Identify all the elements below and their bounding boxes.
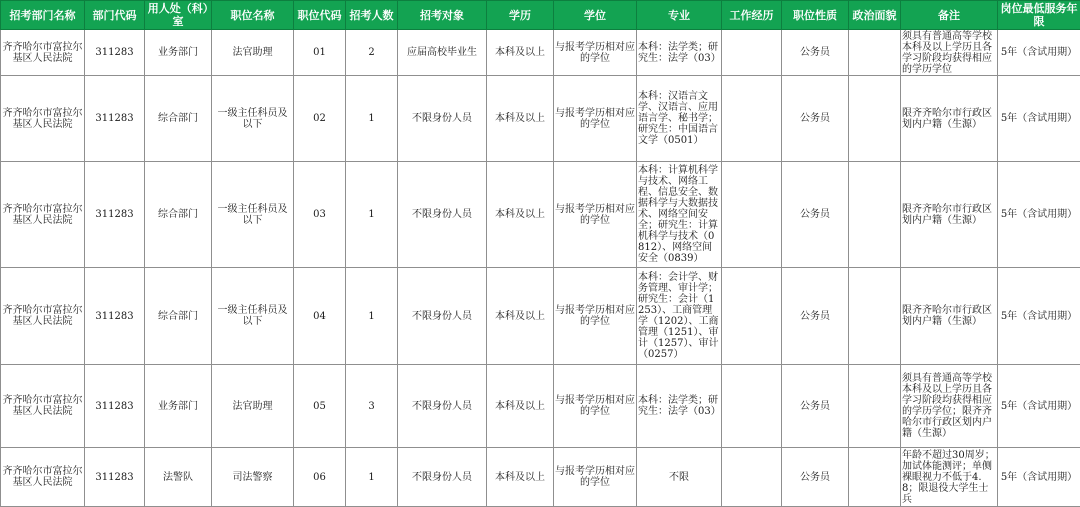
cell-position: 一级主任科员及以下 [212, 76, 294, 162]
cell-code: 311283 [85, 162, 145, 268]
cell-political [849, 30, 901, 76]
cell-dept: 齐齐哈尔市富拉尔基区人民法院 [1, 268, 85, 365]
cell-code: 311283 [85, 30, 145, 76]
header-dept: 招考部门名称 [1, 1, 85, 30]
cell-note: 限齐齐哈尔市行政区划内户籍（生源） [901, 76, 998, 162]
cell-office: 综合部门 [145, 268, 212, 365]
cell-pos-code: 05 [294, 365, 346, 448]
table-row [1, 268, 1080, 365]
cell-office: 业务部门 [145, 365, 212, 448]
header-pos-code: 职位代码 [294, 1, 346, 30]
cell-dept: 齐齐哈尔市富拉尔基区人民法院 [1, 76, 85, 162]
cell-education: 本科及以上 [487, 30, 554, 76]
cell-education: 本科及以上 [487, 268, 554, 365]
cell-target: 不限身份人员 [398, 448, 487, 507]
cell-target: 应届高校毕业生 [398, 30, 487, 76]
cell-dept: 齐齐哈尔市富拉尔基区人民法院 [1, 162, 85, 268]
cell-service: 5年（含试用期） [998, 268, 1080, 365]
cell-count: 1 [346, 162, 398, 268]
header-note: 备注 [901, 1, 998, 30]
header-major: 专业 [637, 1, 722, 30]
header-political: 政治面貌 [849, 1, 901, 30]
cell-education: 本科及以上 [487, 448, 554, 507]
cell-service: 5年（含试用期） [998, 162, 1080, 268]
cell-degree: 与报考学历相对应的学位 [554, 268, 637, 365]
cell-count: 2 [346, 30, 398, 76]
table-row [1, 162, 1080, 268]
header-nature: 职位性质 [782, 1, 849, 30]
header-count: 招考人数 [346, 1, 398, 30]
header-target: 招考对象 [398, 1, 487, 30]
cell-degree: 与报考学历相对应的学位 [554, 76, 637, 162]
cell-office: 业务部门 [145, 30, 212, 76]
cell-degree: 与报考学历相对应的学位 [554, 448, 637, 507]
cell-major: 本科：计算机科学与技术、网络工程、信息安全、数据科学与大数据技术、网络空间安全；研究生：计算机科学与技术（0812）、网络空间安全（0839） [637, 162, 722, 268]
cell-target: 不限身份人员 [398, 365, 487, 448]
cell-note: 须具有普通高等学校本科及以上学历且各学习阶段均获得相应的学历学位；限齐齐哈尔市行政区划内户籍（生源） [901, 365, 998, 448]
header-education: 学历 [487, 1, 554, 30]
cell-experience [722, 448, 782, 507]
table-row [1, 448, 1080, 507]
cell-count: 1 [346, 268, 398, 365]
cell-pos-code: 06 [294, 448, 346, 507]
cell-degree: 与报考学历相对应的学位 [554, 365, 637, 448]
cell-target: 不限身份人员 [398, 76, 487, 162]
cell-pos-code: 02 [294, 76, 346, 162]
cell-note: 须具有普通高等学校本科及以上学历且各学习阶段均获得相应的学历学位 [901, 30, 998, 76]
header-code: 部门代码 [85, 1, 145, 30]
cell-target: 不限身份人员 [398, 268, 487, 365]
cell-experience [722, 268, 782, 365]
table-row [1, 76, 1080, 162]
cell-major: 本科：法学类；研究生：法学（03） [637, 365, 722, 448]
cell-major: 不限 [637, 448, 722, 507]
cell-degree: 与报考学历相对应的学位 [554, 30, 637, 76]
cell-position: 司法警察 [212, 448, 294, 507]
cell-experience [722, 365, 782, 448]
cell-dept: 齐齐哈尔市富拉尔基区人民法院 [1, 448, 85, 507]
cell-code: 311283 [85, 448, 145, 507]
cell-code: 311283 [85, 268, 145, 365]
cell-position: 法官助理 [212, 365, 294, 448]
cell-pos-code: 01 [294, 30, 346, 76]
cell-dept: 齐齐哈尔市富拉尔基区人民法院 [1, 365, 85, 448]
cell-service: 5年（含试用期） [998, 30, 1080, 76]
cell-count: 1 [346, 448, 398, 507]
cell-major: 本科：汉语言文学、汉语言、应用语言学、秘书学；研究生：中国语言文学（0501） [637, 76, 722, 162]
header-experience: 工作经历 [722, 1, 782, 30]
cell-experience [722, 162, 782, 268]
cell-nature: 公务员 [782, 76, 849, 162]
cell-code: 311283 [85, 365, 145, 448]
cell-note: 限齐齐哈尔市行政区划内户籍（生源） [901, 162, 998, 268]
header-degree: 学位 [554, 1, 637, 30]
cell-experience [722, 76, 782, 162]
cell-service: 5年（含试用期） [998, 448, 1080, 507]
cell-note: 限齐齐哈尔市行政区划内户籍（生源） [901, 268, 998, 365]
cell-office: 综合部门 [145, 162, 212, 268]
cell-pos-code: 04 [294, 268, 346, 365]
cell-position: 一级主任科员及以下 [212, 162, 294, 268]
cell-nature: 公务员 [782, 365, 849, 448]
cell-political [849, 162, 901, 268]
cell-experience [722, 30, 782, 76]
cell-political [849, 76, 901, 162]
cell-office: 综合部门 [145, 76, 212, 162]
cell-education: 本科及以上 [487, 76, 554, 162]
cell-office: 法警队 [145, 448, 212, 507]
cell-service: 5年（含试用期） [998, 365, 1080, 448]
cell-political [849, 448, 901, 507]
cell-education: 本科及以上 [487, 365, 554, 448]
cell-nature: 公务员 [782, 268, 849, 365]
cell-count: 1 [346, 76, 398, 162]
cell-service: 5年（含试用期） [998, 76, 1080, 162]
cell-code: 311283 [85, 76, 145, 162]
cell-position: 法官助理 [212, 30, 294, 76]
cell-political [849, 365, 901, 448]
cell-pos-code: 03 [294, 162, 346, 268]
cell-political [849, 268, 901, 365]
header-row [1, 1, 1080, 30]
cell-count: 3 [346, 365, 398, 448]
cell-target: 不限身份人员 [398, 162, 487, 268]
cell-nature: 公务员 [782, 448, 849, 507]
cell-dept: 齐齐哈尔市富拉尔基区人民法院 [1, 30, 85, 76]
table-row [1, 365, 1080, 448]
cell-education: 本科及以上 [487, 162, 554, 268]
cell-major: 本科：法学类；研究生：法学（03） [637, 30, 722, 76]
header-office: 用人处（科）室 [145, 1, 212, 30]
cell-position: 一级主任科员及以下 [212, 268, 294, 365]
cell-note: 年龄不超过30周岁；加试体能测评；单侧裸眼视力不低于4.8；限退役大学生士兵 [901, 448, 998, 507]
header-position: 职位名称 [212, 1, 294, 30]
table-row [1, 30, 1080, 76]
cell-degree: 与报考学历相对应的学位 [554, 162, 637, 268]
cell-nature: 公务员 [782, 162, 849, 268]
cell-nature: 公务员 [782, 30, 849, 76]
cell-major: 本科：会计学、财务管理、审计学；研究生：会计（1253）、工商管理学（1202）、工商管理（1251）、审计（1257）、审计（0257） [637, 268, 722, 365]
header-service: 岗位最低服务年限 [998, 1, 1080, 30]
